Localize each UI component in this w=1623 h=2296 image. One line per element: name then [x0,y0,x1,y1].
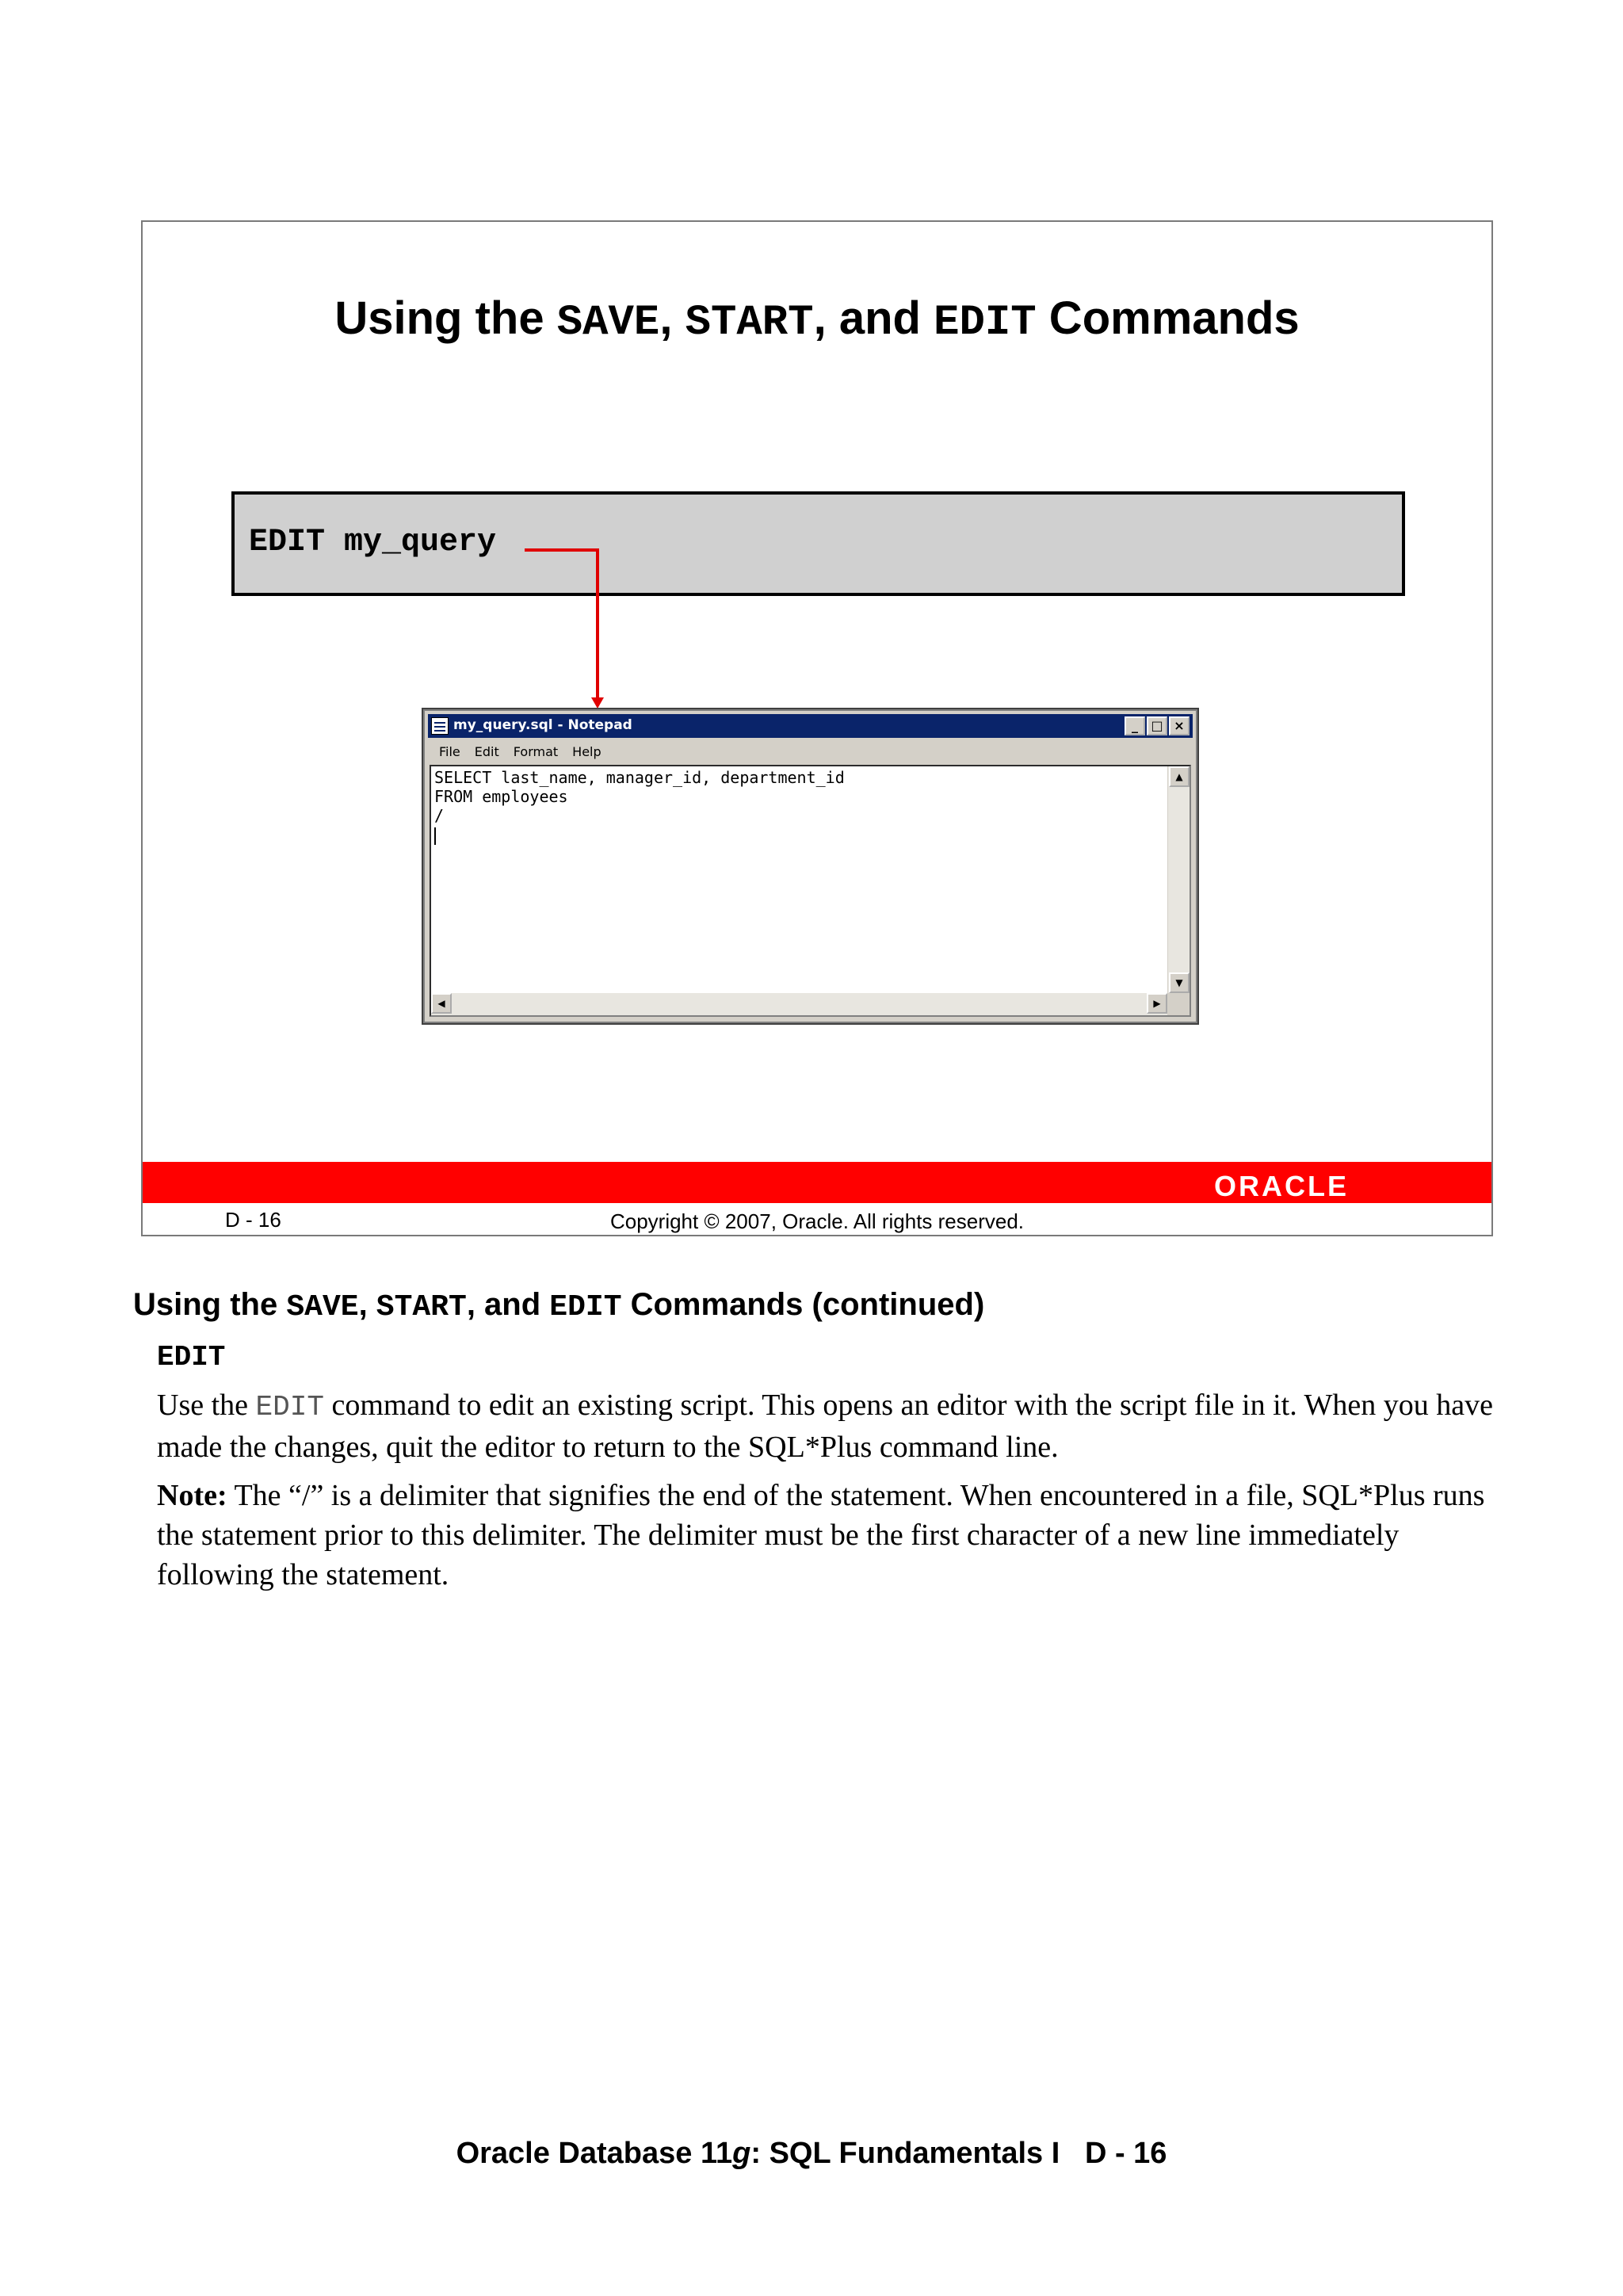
notepad-icon [431,717,449,735]
notes-title: Using the SAVE, START, and EDIT Commands (continued) [133,1287,985,1324]
menu-format[interactable]: Format [513,743,559,759]
slide [141,220,1493,1236]
page-footer: Oracle Database 11g: SQL Fundamentals I D - 16 [456,2137,1167,2170]
scroll-up-icon[interactable]: ▲ [1169,766,1190,787]
editor-line: SELECT last_name, manager_id, department_id [434,768,845,787]
notepad-editor[interactable] [430,765,1191,1017]
menu-file[interactable]: File [439,743,460,759]
command-text: EDIT my_query [249,525,497,560]
text-caret [434,827,436,845]
slide-number: D - 16 [225,1208,281,1232]
scroll-right-icon[interactable]: ▶ [1147,993,1167,1014]
menu-edit[interactable]: Edit [474,743,499,759]
editor-line: / [434,806,445,825]
slide-footer-bar [143,1162,1491,1203]
close-icon[interactable]: × [1169,716,1190,735]
oracle-logo: ORACLE [1214,1170,1349,1202]
slide-copyright: Copyright © 2007, Oracle. All rights reserved. [609,1209,1025,1233]
notepad-title: my_query.sql - Notepad [453,717,632,733]
notes-subheading: EDIT [157,1341,226,1373]
window-controls [1125,716,1190,735]
notes-paragraph: Use the EDIT command to edit an existing script. This opens an editor with the script file in it. When you have made the changes, quit the editor to return to the SQL*Plus command line. [157,1389,1493,1464]
editor-content [434,768,845,845]
vertical-scrollbar[interactable] [1167,766,1190,993]
maximize-icon[interactable]: □ [1147,716,1167,735]
horizontal-scrollbar[interactable] [431,993,1167,1015]
resize-grip-icon[interactable] [1167,993,1190,1015]
scroll-down-icon[interactable]: ▼ [1169,972,1190,993]
menu-help[interactable]: Help [572,743,601,759]
editor-line: FROM employees [434,787,568,806]
minimize-icon[interactable]: _ [1125,716,1145,735]
notepad-titlebar[interactable] [428,714,1193,738]
notes-note: Note: The “/” is a delimiter that signifies the end of the statement. When encountered in a file, SQL*Plus runs the statement prior to this delimiter. The delimiter must be the first character of a new line immediately following the statement. [157,1479,1485,1591]
scroll-left-icon[interactable]: ◀ [431,993,452,1014]
slide-title: Using the SAVE, START, and EDIT Commands [334,292,1300,347]
command-box [231,491,1405,596]
notepad-menubar [428,739,1193,763]
notepad-window [423,709,1197,1023]
